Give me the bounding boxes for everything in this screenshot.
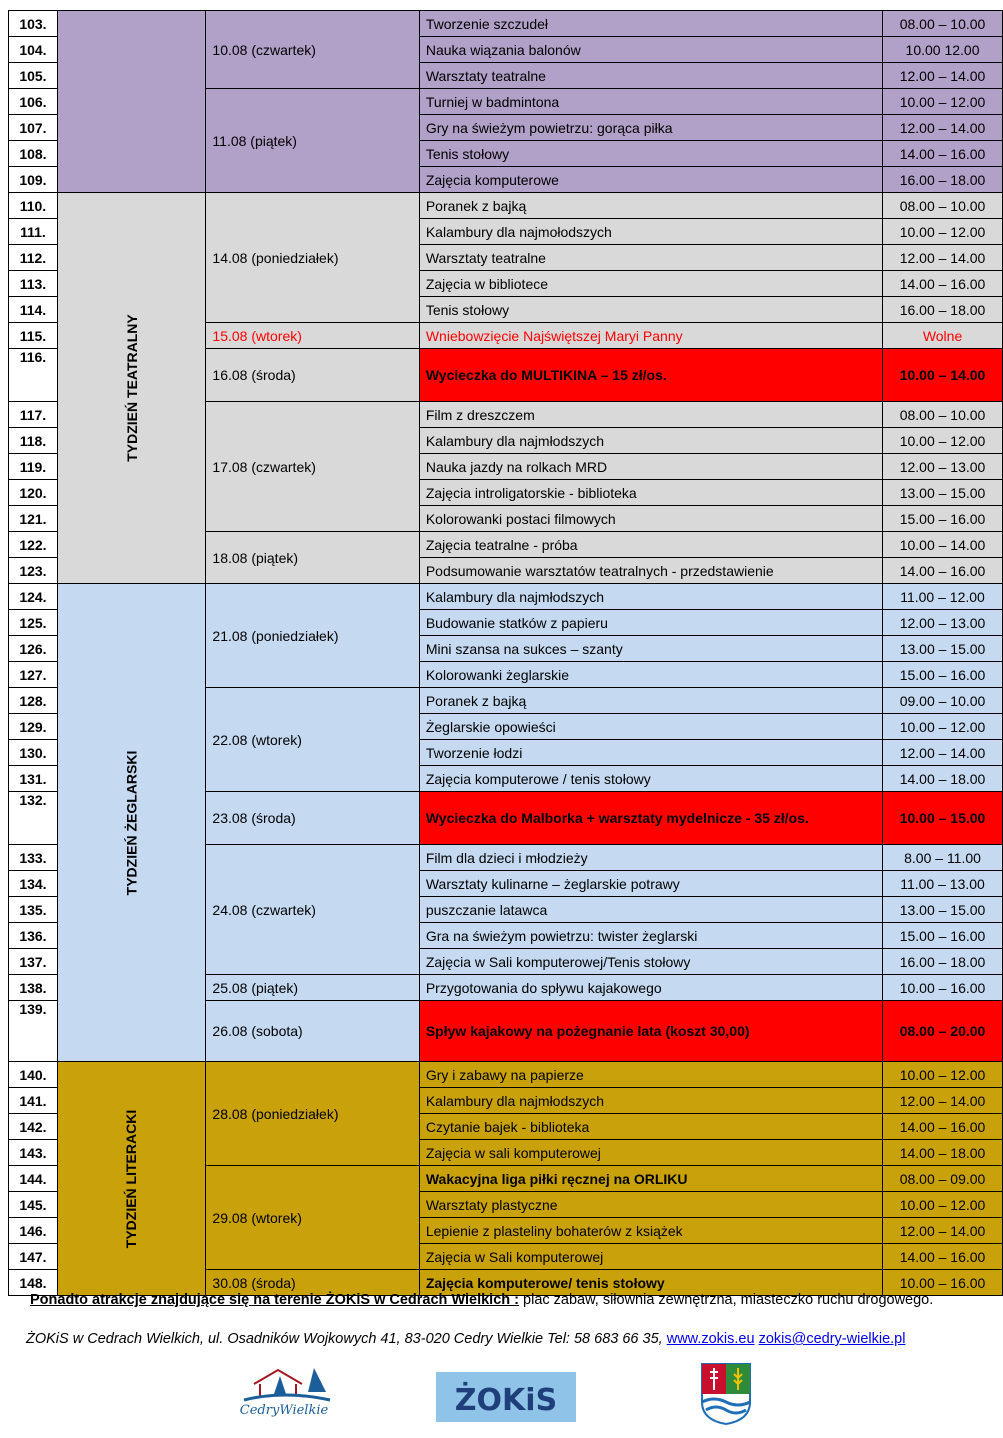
day-label: 18.08 (piątek) bbox=[206, 532, 419, 584]
attractions-note bbox=[30, 1292, 933, 1308]
row-number: 116. bbox=[9, 349, 58, 402]
attractions-lead: Ponadto atrakcje znajdujące się na terenie ŻOKiS w Cedrach Wielkich : bbox=[30, 1292, 519, 1308]
time-slot: 15.00 – 16.00 bbox=[883, 662, 1003, 688]
activity: Spływ kajakowy na pożegnanie lata (koszt 30,00) bbox=[419, 1001, 882, 1062]
day-label: 26.08 (sobota) bbox=[206, 1001, 419, 1062]
activity: Film dla dzieci i młodzieży bbox=[419, 845, 882, 871]
row-number: 132. bbox=[9, 792, 58, 845]
table-row bbox=[9, 11, 1003, 37]
attractions-list: plac zabaw, siłownia zewnętrzna, miasteczko ruchu drogowego. bbox=[519, 1292, 934, 1308]
time-slot: 08.00 – 09.00 bbox=[883, 1166, 1003, 1192]
activity: Kalambury dla najmłodszych bbox=[419, 428, 882, 454]
week-label: TYDZIEŃ LITERACKI bbox=[123, 1109, 140, 1248]
day-label: 14.08 (poniedziałek) bbox=[206, 193, 419, 323]
time-slot: 10.00 12.00 bbox=[883, 37, 1003, 63]
day-label: 10.08 (czwartek) bbox=[206, 11, 419, 89]
activity: Tworzenie szczudeł bbox=[419, 11, 882, 37]
time-slot: 12.00 – 13.00 bbox=[883, 454, 1003, 480]
time-slot: 12.00 – 14.00 bbox=[883, 740, 1003, 766]
row-number: 129. bbox=[9, 714, 58, 740]
row-number: 107. bbox=[9, 115, 58, 141]
time-slot: 14.00 – 16.00 bbox=[883, 1114, 1003, 1140]
activity: Przygotowania do spływu kajakowego bbox=[419, 975, 882, 1001]
activity: Warsztaty plastyczne bbox=[419, 1192, 882, 1218]
time-slot: 11.00 – 13.00 bbox=[883, 871, 1003, 897]
row-number: 130. bbox=[9, 740, 58, 766]
cedry-wielkie-logo bbox=[234, 1362, 334, 1420]
activity: Budowanie statków z papieru bbox=[419, 610, 882, 636]
row-number: 145. bbox=[9, 1192, 58, 1218]
activity: Gry na świeżym powietrzu: gorąca piłka bbox=[419, 115, 882, 141]
activity: Kolorowanki postaci filmowych bbox=[419, 506, 882, 532]
time-slot: 13.00 – 15.00 bbox=[883, 897, 1003, 923]
row-number: 138. bbox=[9, 975, 58, 1001]
row-number: 128. bbox=[9, 688, 58, 714]
day-label: 30.08 (środa) bbox=[206, 1270, 419, 1296]
time-slot: 8.00 – 11.00 bbox=[883, 845, 1003, 871]
day-label: 22.08 (wtorek) bbox=[206, 688, 419, 792]
activity: Zajęcia komputerowe/ tenis stołowy bbox=[419, 1270, 882, 1296]
day-label: 11.08 (piątek) bbox=[206, 89, 419, 193]
activity: Wniebowzięcie Najświętszej Maryi Panny bbox=[419, 323, 882, 349]
activity: Warsztaty kulinarne – żeglarskie potrawy bbox=[419, 871, 882, 897]
time-slot: 10.00 – 12.00 bbox=[883, 219, 1003, 245]
day-label: 24.08 (czwartek) bbox=[206, 845, 419, 975]
activity: Zajęcia w Sali komputerowej bbox=[419, 1244, 882, 1270]
time-slot: 12.00 – 13.00 bbox=[883, 610, 1003, 636]
time-slot: 10.00 – 16.00 bbox=[883, 975, 1003, 1001]
day-label: 16.08 (środa) bbox=[206, 349, 419, 402]
row-number: 125. bbox=[9, 610, 58, 636]
activity: Gra na świeżym powietrzu: twister żeglarski bbox=[419, 923, 882, 949]
time-slot: 12.00 – 14.00 bbox=[883, 1218, 1003, 1244]
time-slot: 14.00 – 16.00 bbox=[883, 271, 1003, 297]
row-number: 111. bbox=[9, 219, 58, 245]
time-slot: 14.00 – 16.00 bbox=[883, 141, 1003, 167]
day-label: 17.08 (czwartek) bbox=[206, 402, 419, 532]
activity: Kolorowanki żeglarskie bbox=[419, 662, 882, 688]
activity: puszczanie latawca bbox=[419, 897, 882, 923]
activity: Kalambury dla najmołodszych bbox=[419, 219, 882, 245]
time-slot: 09.00 – 10.00 bbox=[883, 688, 1003, 714]
time-slot: 08.00 – 10.00 bbox=[883, 402, 1003, 428]
activity: Zajęcia introligatorskie - biblioteka bbox=[419, 480, 882, 506]
week-label: TYDZIEŃ ŻEGLARSKI bbox=[123, 750, 140, 895]
time-slot: 15.00 – 16.00 bbox=[883, 923, 1003, 949]
row-number: 141. bbox=[9, 1088, 58, 1114]
activity: Wycieczka do Malborka + warsztaty mydelnicze - 35 zł/os. bbox=[419, 792, 882, 845]
time-slot: 10.00 – 16.00 bbox=[883, 1270, 1003, 1296]
time-slot: 14.00 – 16.00 bbox=[883, 1244, 1003, 1270]
website-link[interactable]: www.zokis.eu bbox=[666, 1331, 755, 1347]
day-label: 28.08 (poniedziałek) bbox=[206, 1062, 419, 1166]
activity: Nauka wiązania balonów bbox=[419, 37, 882, 63]
address-text: ŻOKiS w Cedrach Wielkich, ul. Osadników Wojkowych 41, 83-020 Cedry Wielkie Tel: 58 683 66 35, bbox=[26, 1331, 667, 1347]
row-number: 109. bbox=[9, 167, 58, 193]
row-number: 144. bbox=[9, 1166, 58, 1192]
time-slot: 12.00 – 14.00 bbox=[883, 245, 1003, 271]
activity: Czytanie bajek - biblioteka bbox=[419, 1114, 882, 1140]
time-slot: 14.00 – 18.00 bbox=[883, 1140, 1003, 1166]
activity: Gry i zabawy na papierze bbox=[419, 1062, 882, 1088]
time-slot: 10.00 – 14.00 bbox=[883, 349, 1003, 402]
row-number: 131. bbox=[9, 766, 58, 792]
activity: Zajęcia komputerowe bbox=[419, 167, 882, 193]
time-slot: 12.00 – 14.00 bbox=[883, 1088, 1003, 1114]
time-slot: 10.00 – 12.00 bbox=[883, 1062, 1003, 1088]
week-label-cell bbox=[57, 1062, 206, 1296]
time-slot: 08.00 – 20.00 bbox=[883, 1001, 1003, 1062]
row-number: 142. bbox=[9, 1114, 58, 1140]
day-label: 23.08 (środa) bbox=[206, 792, 419, 845]
time-slot: 14.00 – 16.00 bbox=[883, 558, 1003, 584]
day-label: 25.08 (piątek) bbox=[206, 975, 419, 1001]
activity: Film z dreszczem bbox=[419, 402, 882, 428]
row-number: 112. bbox=[9, 245, 58, 271]
activity: Zajęcia teatralne - próba bbox=[419, 532, 882, 558]
contact-line bbox=[26, 1331, 905, 1347]
time-slot: 13.00 – 15.00 bbox=[883, 636, 1003, 662]
activity: Lepienie z plasteliny bohaterów z książek bbox=[419, 1218, 882, 1244]
activity: Tenis stołowy bbox=[419, 141, 882, 167]
schedule-table bbox=[8, 10, 1003, 1296]
activity: Zajęcia komputerowe / tenis stołowy bbox=[419, 766, 882, 792]
row-number: 118. bbox=[9, 428, 58, 454]
week-label-cell bbox=[57, 193, 206, 584]
time-slot: 10.00 – 14.00 bbox=[883, 532, 1003, 558]
row-number: 114. bbox=[9, 297, 58, 323]
activity: Warsztaty teatralne bbox=[419, 63, 882, 89]
time-slot: 12.00 – 14.00 bbox=[883, 63, 1003, 89]
activity: Tenis stołowy bbox=[419, 297, 882, 323]
activity: Mini szansa na sukces – szanty bbox=[419, 636, 882, 662]
row-number: 123. bbox=[9, 558, 58, 584]
activity: Tworzenie łodzi bbox=[419, 740, 882, 766]
row-number: 146. bbox=[9, 1218, 58, 1244]
activity: Poranek z bajką bbox=[419, 688, 882, 714]
time-slot: 13.00 – 15.00 bbox=[883, 480, 1003, 506]
row-number: 122. bbox=[9, 532, 58, 558]
coat-of-arms-logo bbox=[700, 1362, 752, 1426]
activity: Wycieczka do MULTIKINA – 15 zł/os. bbox=[419, 349, 882, 402]
row-number: 137. bbox=[9, 949, 58, 975]
svg-text:CedryWielkie: CedryWielkie bbox=[239, 1403, 329, 1418]
time-slot: 11.00 – 12.00 bbox=[883, 584, 1003, 610]
zokis-logo bbox=[436, 1372, 576, 1422]
row-number: 105. bbox=[9, 63, 58, 89]
time-slot: 10.00 – 12.00 bbox=[883, 428, 1003, 454]
table-row bbox=[9, 193, 1003, 219]
time-slot: 15.00 – 16.00 bbox=[883, 506, 1003, 532]
time-slot: 10.00 – 12.00 bbox=[883, 1192, 1003, 1218]
day-label: 29.08 (wtorek) bbox=[206, 1166, 419, 1270]
table-row bbox=[9, 584, 1003, 610]
activity: Żeglarskie opowieści bbox=[419, 714, 882, 740]
row-number: 147. bbox=[9, 1244, 58, 1270]
week-label-cell bbox=[57, 11, 206, 193]
activity: Turniej w badmintona bbox=[419, 89, 882, 115]
day-label: 15.08 (wtorek) bbox=[206, 323, 419, 349]
activity: Zajęcia w sali komputerowej bbox=[419, 1140, 882, 1166]
time-slot: 16.00 – 18.00 bbox=[883, 949, 1003, 975]
row-number: 148. bbox=[9, 1270, 58, 1296]
row-number: 124. bbox=[9, 584, 58, 610]
week-label-cell bbox=[57, 584, 206, 1062]
week-label: TYDZIEŃ TEATRALNY bbox=[123, 314, 140, 462]
row-number: 113. bbox=[9, 271, 58, 297]
activity: Wakacyjna liga piłki ręcznej na ORLIKU bbox=[419, 1166, 882, 1192]
row-number: 104. bbox=[9, 37, 58, 63]
time-slot: 10.00 – 15.00 bbox=[883, 792, 1003, 845]
row-number: 117. bbox=[9, 402, 58, 428]
row-number: 127. bbox=[9, 662, 58, 688]
row-number: 139. bbox=[9, 1001, 58, 1062]
svg-text:ŻOKiS: ŻOKiS bbox=[454, 1383, 558, 1418]
row-number: 119. bbox=[9, 454, 58, 480]
table-row bbox=[9, 1062, 1003, 1088]
activity: Kalambury dla najmłodszych bbox=[419, 1088, 882, 1114]
activity: Warsztaty teatralne bbox=[419, 245, 882, 271]
activity: Zajęcia w Sali komputerowej/Tenis stołowy bbox=[419, 949, 882, 975]
time-slot: Wolne bbox=[883, 323, 1003, 349]
row-number: 134. bbox=[9, 871, 58, 897]
activity: Podsumowanie warsztatów teatralnych - przedstawienie bbox=[419, 558, 882, 584]
row-number: 133. bbox=[9, 845, 58, 871]
time-slot: 16.00 – 18.00 bbox=[883, 297, 1003, 323]
row-number: 110. bbox=[9, 193, 58, 219]
time-slot: 12.00 – 14.00 bbox=[883, 115, 1003, 141]
row-number: 136. bbox=[9, 923, 58, 949]
row-number: 143. bbox=[9, 1140, 58, 1166]
activity: Poranek z bajką bbox=[419, 193, 882, 219]
row-number: 115. bbox=[9, 323, 58, 349]
row-number: 121. bbox=[9, 506, 58, 532]
time-slot: 08.00 – 10.00 bbox=[883, 11, 1003, 37]
activity: Kalambury dla najmłodszych bbox=[419, 584, 882, 610]
time-slot: 10.00 – 12.00 bbox=[883, 714, 1003, 740]
row-number: 135. bbox=[9, 897, 58, 923]
time-slot: 14.00 – 18.00 bbox=[883, 766, 1003, 792]
activity: Zajęcia w bibliotece bbox=[419, 271, 882, 297]
activity: Nauka jazdy na rolkach MRD bbox=[419, 454, 882, 480]
time-slot: 08.00 – 10.00 bbox=[883, 193, 1003, 219]
row-number: 140. bbox=[9, 1062, 58, 1088]
time-slot: 16.00 – 18.00 bbox=[883, 167, 1003, 193]
day-label: 21.08 (poniedziałek) bbox=[206, 584, 419, 688]
row-number: 126. bbox=[9, 636, 58, 662]
row-number: 103. bbox=[9, 11, 58, 37]
time-slot: 10.00 – 12.00 bbox=[883, 89, 1003, 115]
row-number: 106. bbox=[9, 89, 58, 115]
row-number: 120. bbox=[9, 480, 58, 506]
email-link[interactable]: zokis@cedry-wielkie.pl bbox=[758, 1331, 906, 1347]
row-number: 108. bbox=[9, 141, 58, 167]
